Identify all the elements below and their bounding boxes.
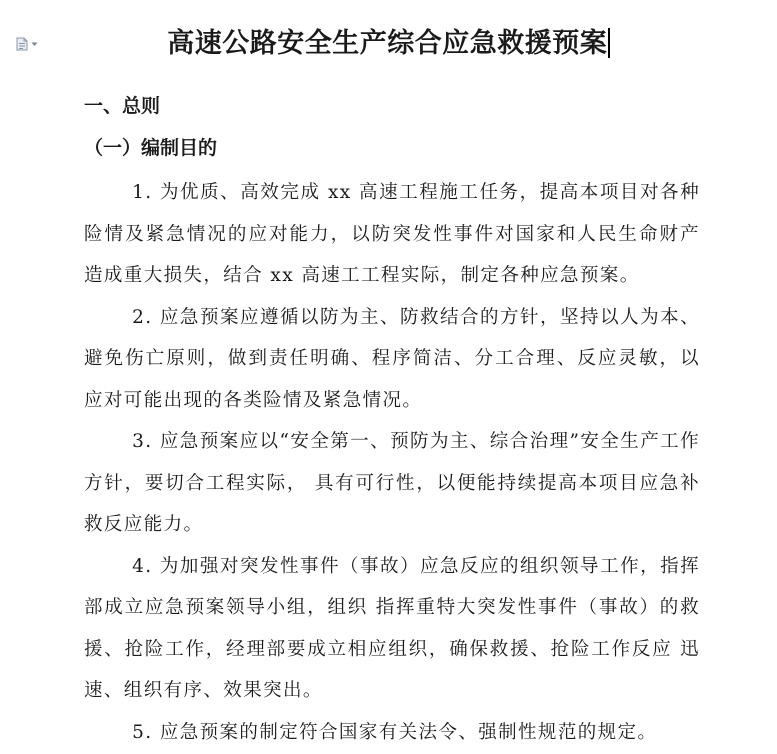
paragraph-2: 2. 应急预案应遵循以防为主、防救结合的方针，坚持以人为本、避免伤亡原则，做到责任明确、程序简洁、分工合理、反应灵敏，以应对可能出现的各类险情及紧急情况。 [84, 306, 700, 411]
paragraph-4: 4. 为加强对突发性事件（事故）应急反应的组织领导工作，指挥部成立应急预案领导小组，组织 指挥重特大突发性事件（事故）的救援、抢险工作，经理部要成立相应组织，确保救援、抢险工作反应 迅速、组织有序、效果突出。 [84, 555, 700, 701]
subsection-heading: （一）编制目的 [84, 137, 218, 159]
paragraph-3: 3. 应急预案应以“安全第一、预防为主、综合治理”安全生产工作方针，要切合工程实际， 具有可行性，以便能持续提高本项目应急补救反应能力。 [84, 431, 700, 535]
document-body[interactable] [84, 172, 700, 753]
paragraph-1: 1. 为优质、高效完成 xx 高速工程施工任务，提高本项目对各种险情及紧急情况的应对能力，以防突发性事件对国家和人民生命财产造成重大损失，结合 xx 高速工工程实际，制定各种应急预案。 [84, 182, 700, 286]
text-cursor [608, 28, 610, 58]
section-heading: 一、总则 [84, 95, 161, 117]
document-title[interactable] [0, 22, 777, 66]
document-title-text: 高速公路安全生产综合应急救援预案 [167, 28, 608, 59]
paragraph-5: 5. 应急预案的制定符合国家有关法令、强制性规范的规定。 [132, 721, 658, 743]
